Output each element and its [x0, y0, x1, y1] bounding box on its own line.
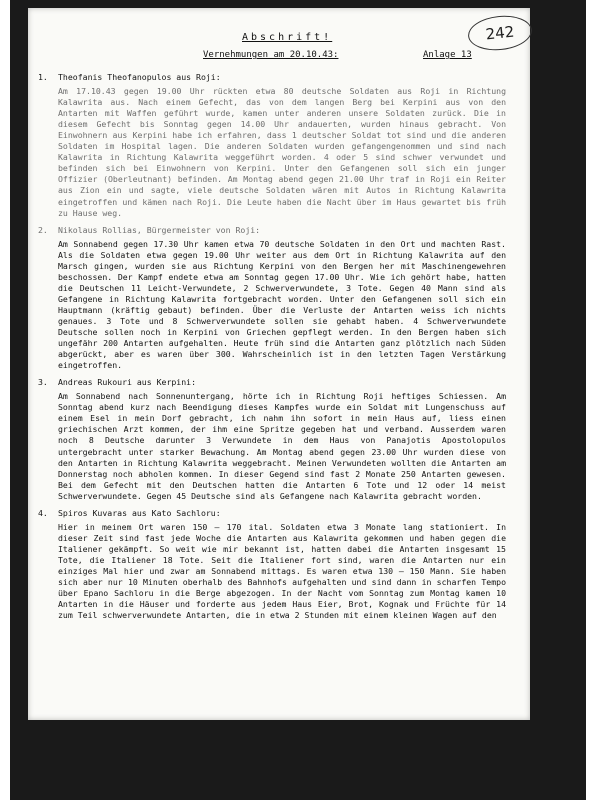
- section-heading-text: Spiros Kuvaras aus Kato Sachloru:: [58, 507, 221, 518]
- section-number: 1.: [38, 72, 48, 82]
- document-body: [38, 72, 506, 627]
- section-number: 2.: [38, 224, 48, 235]
- section-heading: [38, 377, 506, 388]
- section-body: Am 17.10.43 gegen 19.00 Uhr rückten etwa 80 deutsche Soldaten aus Roji in Richtung Kalawrita aus. Nach einem Gefecht, das von dem langen Berg bei Kerpini aus von den Antarten mit Waffen geführt wurde, kamen unter anderen unsere Soldaten zurück. Die in diesem Gefecht bis Sonntag gegen 14.00 Uhr andauerten, wurden hinaus gebracht. Von Einwohnern aus Kerpini habe ich erfahren, dass 1 deutscher Soldat tot sind und die anderen Soldaten im Hospital lagen. Die anderen Soldaten wurden gefangengenommen und sind nach Kalawrita in Richtung Kalawrita weggeführt worden. 4 oder 5 sind schwer verwundet und befinden sich bei Einwohnern von Kerpini. Unter den Gefangenen soll sich ein junger Offizier (Oberleutnant) befinden. Am Montag abend gegen 21.00 Uhr traf in Roji ein Reiter aus Zion ein und sagte, viele deutsche Soldaten wären mit Autos in Richtung Kalawrita eingetroffen und kämen nach Roji. Die Leute haben die Nacht über im Haus gewartet bis früh zu Hause weg.: [58, 86, 506, 218]
- testimony-section: [38, 508, 506, 621]
- testimony-section: [38, 377, 506, 502]
- section-body: Hier in meinem Ort waren 150 – 170 ital. Soldaten etwa 3 Monate lang stationiert. In dieser Zeit sind fast jede Woche die Antarten aus Kalawrita gekommen und haben gegen die Italiener gekämpft. So weit wie mir bekannt ist, hatten dabei die Antarten insgesamt 15 Tote, die Italiener 18 Tote. Seit die Italiener fort sind, waren die Antarten nur ein einziges Mal hier und zwar am Sonnabend mittags. Es waren etwa 130 – 150 Mann. Sie haben sich aber nur 10 Minuten oberhalb des Bahnhofs aufgehalten und sind dann in scharfen Tempo über Epano Sachloru in die Berge abgezogen. In der Nacht vom Sonntag zum Montag kamen 10 Antarten in die Häuser und forderte aus jedem Haus Eier, Brot, Kognak und Früchte für 14 zum Teil schwerverwundete Antarten, die in etwa 2 Stunden mit einem kleinen Wagen auf den: [58, 521, 506, 621]
- document-annex-label: Anlage 13: [423, 50, 472, 60]
- section-heading-text: Andreas Rukouri aus Kerpini:: [58, 377, 197, 388]
- section-number: 3.: [38, 377, 48, 388]
- section-heading: [38, 72, 506, 83]
- page-number-text: 242: [484, 22, 516, 44]
- section-body: Am Sonnabend gegen 17.30 Uhr kamen etwa 70 deutsche Soldaten in den Ort und machten Rast. Als die Soldaten etwa gegen 19.00 Uhr weiter aus dem Ort in Richtung Kalawrita auf den Marsch gingen, wurden sie aus Richtung Kerpini von den Bergen her mit Maschinengewehren beschossen. Der Kampf endete etwa am Sonntag gegen 17.00 Uhr. Wie ich gehört habe, hatten die Deutschen 11 Leicht-Verwundete, 2 Schwerverwundete, 3 Tote. Gegen 40 Mann sind als Gefangene in Richtung Kalawrita fortgebracht worden. Unter den Gefangenen soll sich ein Hauptmann (kräftig gebaut) befinden. Über die Verluste der Antarten weiss ich nichts genaues. 3 Tote und 8 Schwerverwundete sollen sie gehabt haben. 4 Schwerverwundete Deutsche sollen noch in Kerpini von Griechen gepflegt werden. In den Bergen haben sich ungefähr 200 Antarten aufgehalten. Heute früh sind die Antarten ganz plötzlich nach Süden abgerückt, aber es waren über 300. Wahrscheinlich ist in den letzten Tagen Verstärkung eingetroffen.: [58, 238, 506, 371]
- section-heading: [38, 508, 506, 519]
- section-heading-text: Nikolaus Rollias, Bürgermeister von Roji:: [58, 224, 261, 235]
- section-heading-text: Theofanis Theofanopulos aus Roji:: [58, 72, 221, 82]
- section-body: Am Sonnabend nach Sonnenuntergang, hörte ich in Richtung Roji heftiges Schiessen. Am Sonntag abend kurz nach Beendigung dieses Kampfes wurde ein Soldat mit Lungenschuss auf einem Esel in mein Dorf gebracht, ich nahm ihn sofort in mein Haus auf, liess einen griechischen Arzt kommen, der ihm eine Spritze gegeben hat und verband. Ausserdem waren noch 8 Deutsche darunter 3 Verwundete in dem Haus von Panajotis Apostolopulos untergebracht unter starker Bewachung. Am Montag abend gegen 23.00 Uhr wurden diese von den Antarten in Richtung Kalawrita weggebracht. Meinen Verwundeten wollten die Antarten am Donnerstag noch abholen kommen. In dieser Gegend sind fast 2 Monate 250 Antarten gewesen. Bei dem Gefecht mit den Deutschen hatten die Antarten 6 Tote und 12 oder 14 meist Schwerverwundete. Gegen 45 Deutsche sind als Gefangene nach Kalawrita gebracht worden.: [58, 391, 506, 501]
- section-heading: [38, 225, 506, 236]
- testimony-section: [38, 72, 506, 219]
- page-number-stamp: [466, 13, 533, 54]
- section-number: 4.: [38, 507, 48, 518]
- document-subtitle: Vernehmungen am 20.10.43:: [203, 50, 339, 60]
- document-title: Abschrift!: [242, 32, 333, 43]
- testimony-section: [38, 225, 506, 372]
